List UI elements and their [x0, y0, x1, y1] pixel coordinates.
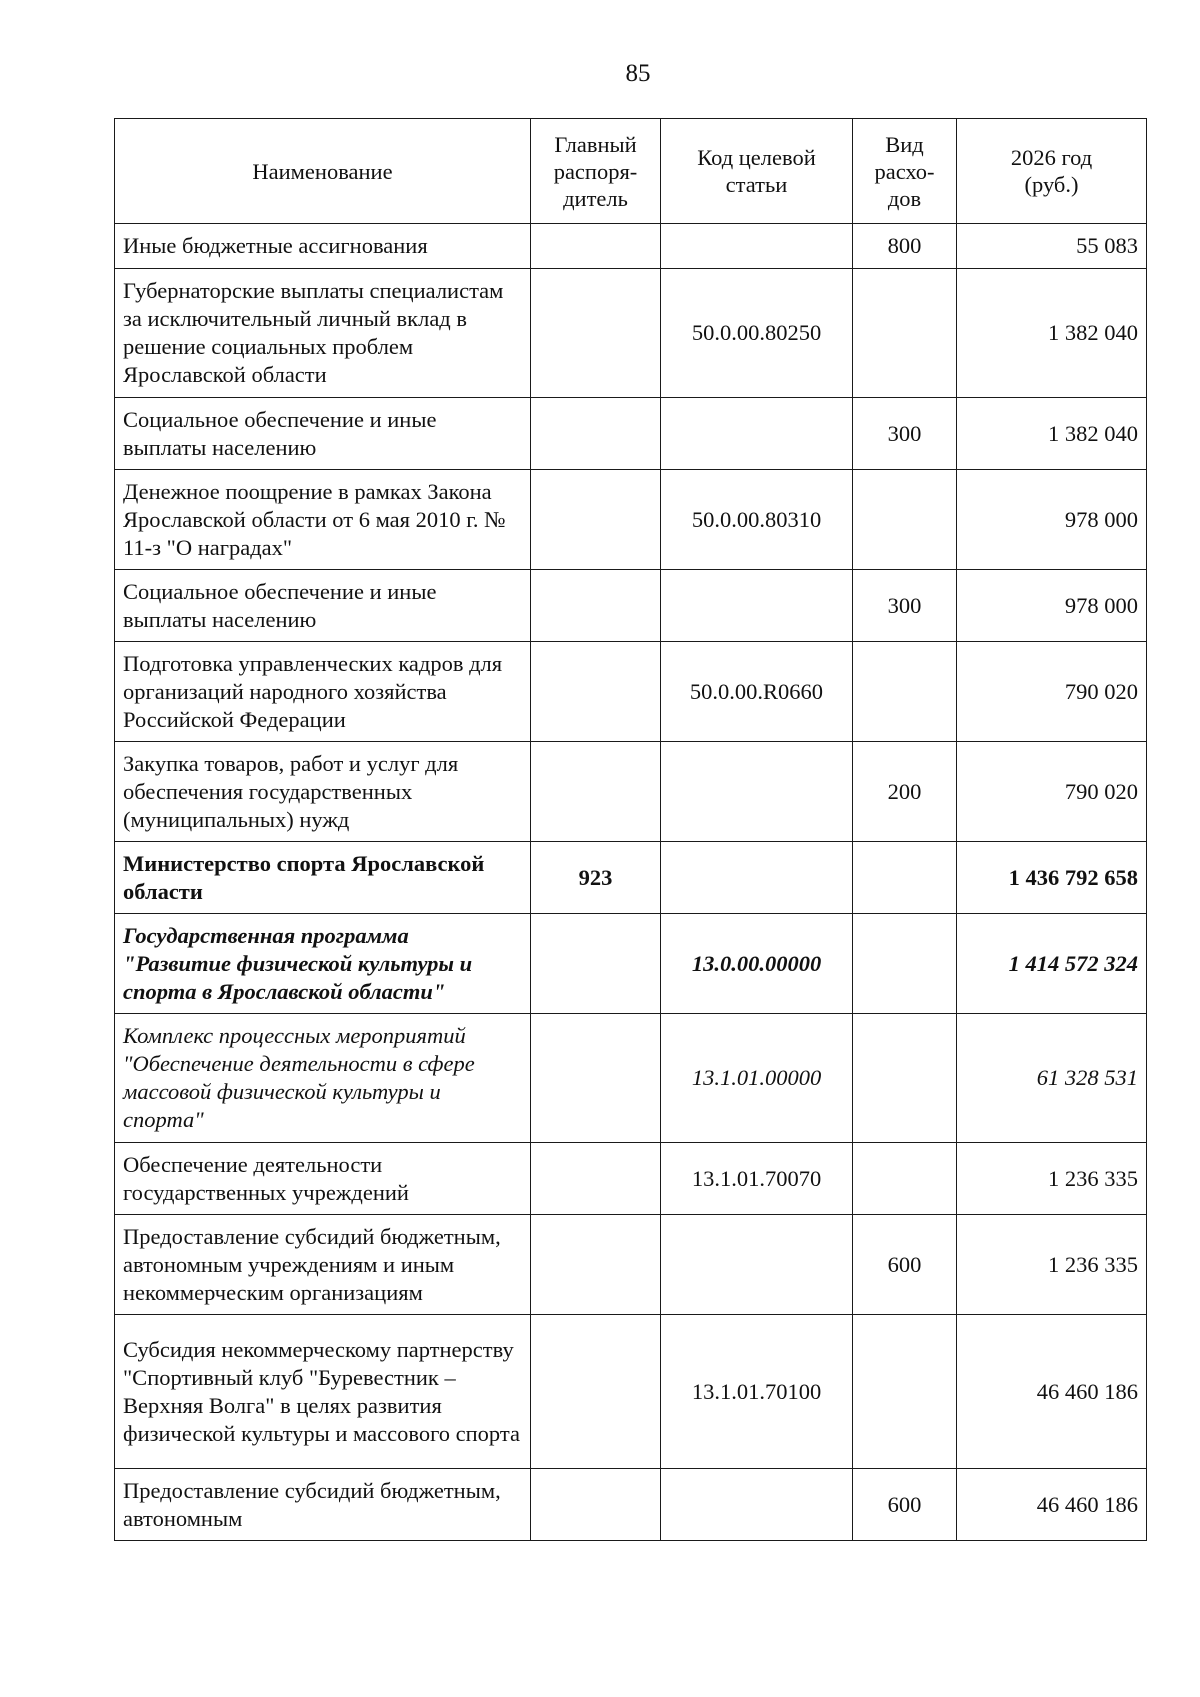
cell-amount: 1 236 335: [957, 1143, 1147, 1215]
header-name: Наименование: [115, 119, 531, 224]
cell-name: Субсидия некоммерческому партнерству "Спортивный клуб "Буревестник – Верхняя Волга" в целях развития физической культуры и массового спорта: [115, 1315, 531, 1469]
cell-name: Предоставление субсидий бюджетным, автономным: [115, 1469, 531, 1541]
cell-expense-type: 800: [853, 224, 957, 269]
table-body: [115, 224, 1147, 1541]
cell-amount: 1 236 335: [957, 1215, 1147, 1315]
cell-target-code: 50.0.00.80250: [661, 269, 853, 398]
table-row: [115, 224, 1147, 269]
cell-target-code: [661, 1215, 853, 1315]
cell-main-manager: [531, 1143, 661, 1215]
table-header-row: [115, 119, 1147, 224]
cell-expense-type: 300: [853, 398, 957, 470]
cell-target-code: [661, 398, 853, 470]
cell-name: Обеспечение деятельности государственных учреждений: [115, 1143, 531, 1215]
cell-amount: 61 328 531: [957, 1014, 1147, 1143]
cell-name: Министерство спорта Ярославской области: [115, 842, 531, 914]
cell-target-code: 50.0.00.R0660: [661, 642, 853, 742]
table-row: [115, 842, 1147, 914]
cell-main-manager: [531, 1014, 661, 1143]
header-target-code: Код целевой статьи: [661, 119, 853, 224]
cell-expense-type: 200: [853, 742, 957, 842]
table-row: [115, 642, 1147, 742]
cell-amount: 1 436 792 658: [957, 842, 1147, 914]
cell-name: Денежное поощрение в рамках Закона Ярославской области от 6 мая 2010 г. № 11-з "О наградах": [115, 470, 531, 570]
header-year: 2026 год (руб.): [957, 119, 1147, 224]
table-row: [115, 470, 1147, 570]
budget-table: [114, 118, 1147, 1541]
cell-amount: 1 382 040: [957, 398, 1147, 470]
cell-amount: 1 382 040: [957, 269, 1147, 398]
cell-expense-type: [853, 842, 957, 914]
cell-name: Подготовка управленческих кадров для организаций народного хозяйства Российской Федерации: [115, 642, 531, 742]
cell-expense-type: [853, 1014, 957, 1143]
cell-amount: 46 460 186: [957, 1469, 1147, 1541]
cell-name: Иные бюджетные ассигнования: [115, 224, 531, 269]
cell-expense-type: 600: [853, 1469, 957, 1541]
cell-main-manager: [531, 269, 661, 398]
cell-main-manager: [531, 1469, 661, 1541]
cell-main-manager: [531, 470, 661, 570]
cell-expense-type: [853, 1143, 957, 1215]
cell-target-code: 13.1.01.70100: [661, 1315, 853, 1469]
table-row: [115, 1014, 1147, 1143]
cell-main-manager: [531, 224, 661, 269]
cell-amount: 1 414 572 324: [957, 914, 1147, 1014]
cell-expense-type: [853, 470, 957, 570]
cell-main-manager: [531, 1315, 661, 1469]
cell-expense-type: [853, 269, 957, 398]
cell-main-manager: [531, 914, 661, 1014]
cell-target-code: [661, 742, 853, 842]
cell-amount: 978 000: [957, 570, 1147, 642]
cell-name: Социальное обеспечение и иные выплаты населению: [115, 570, 531, 642]
header-expense-type: Вид расхо-дов: [853, 119, 957, 224]
cell-target-code: 13.0.00.00000: [661, 914, 853, 1014]
table-row: [115, 398, 1147, 470]
cell-amount: 55 083: [957, 224, 1147, 269]
table-row: [115, 269, 1147, 398]
table-row: [115, 914, 1147, 1014]
cell-amount: 46 460 186: [957, 1315, 1147, 1469]
cell-amount: 978 000: [957, 470, 1147, 570]
cell-main-manager: [531, 398, 661, 470]
page-number: 85: [625, 60, 651, 87]
cell-target-code: [661, 570, 853, 642]
cell-name: Предоставление субсидий бюджетным, автономным учреждениям и иным некоммерческим организациям: [115, 1215, 531, 1315]
cell-expense-type: [853, 1315, 957, 1469]
cell-target-code: [661, 224, 853, 269]
cell-main-manager: [531, 570, 661, 642]
cell-target-code: [661, 842, 853, 914]
cell-main-manager: 923: [531, 842, 661, 914]
cell-expense-type: [853, 642, 957, 742]
cell-target-code: 50.0.00.80310: [661, 470, 853, 570]
cell-name: Комплекс процессных мероприятий "Обеспечение деятельности в сфере массовой физической культуры и спорта": [115, 1014, 531, 1143]
table-row: [115, 1469, 1147, 1541]
table-row: [115, 742, 1147, 842]
cell-amount: 790 020: [957, 642, 1147, 742]
table-row: [115, 570, 1147, 642]
cell-name: Государственная программа "Развитие физической культуры и спорта в Ярославской области": [115, 914, 531, 1014]
cell-expense-type: [853, 914, 957, 1014]
cell-main-manager: [531, 742, 661, 842]
cell-main-manager: [531, 1215, 661, 1315]
cell-name: Губернаторские выплаты специалистам за исключительный личный вклад в решение социальных проблем Ярославской области: [115, 269, 531, 398]
cell-amount: 790 020: [957, 742, 1147, 842]
cell-name: Закупка товаров, работ и услуг для обеспечения государственных (муниципальных) нужд: [115, 742, 531, 842]
cell-target-code: [661, 1469, 853, 1541]
table-row: [115, 1143, 1147, 1215]
cell-name: Социальное обеспечение и иные выплаты населению: [115, 398, 531, 470]
cell-expense-type: 300: [853, 570, 957, 642]
header-main-manager: Главный распоря-дитель: [531, 119, 661, 224]
cell-main-manager: [531, 642, 661, 742]
cell-target-code: 13.1.01.00000: [661, 1014, 853, 1143]
cell-expense-type: 600: [853, 1215, 957, 1315]
table-row: [115, 1215, 1147, 1315]
table-row: [115, 1315, 1147, 1469]
cell-target-code: 13.1.01.70070: [661, 1143, 853, 1215]
